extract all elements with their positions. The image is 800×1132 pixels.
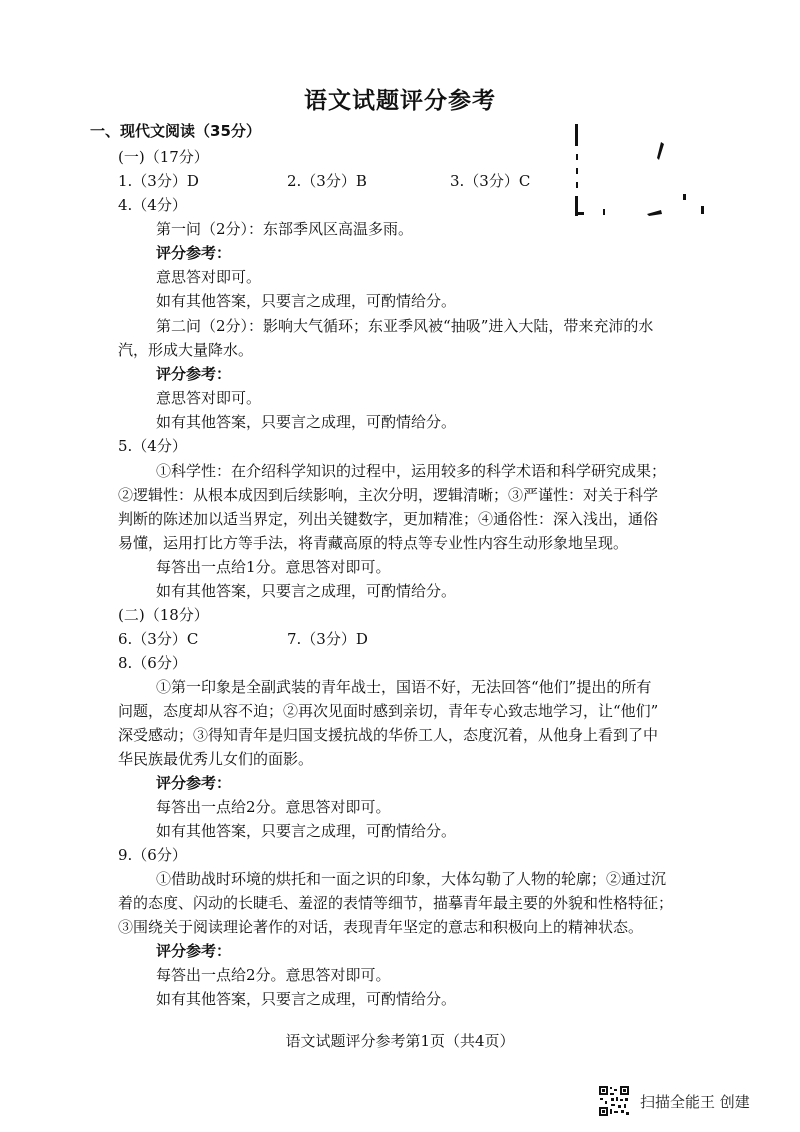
- answer-text: 深受感动；③得知青年是归国支援抗战的华侨工人，态度沉着，从他身上看到了中: [118, 726, 659, 744]
- scoring-label: 评分参考：: [156, 942, 232, 960]
- answer-text: 第二问（2分）：影响大气循环；东亚季风被“抽吸”进入大陆，带来充沛的水: [156, 317, 654, 335]
- answer-text: 汽，形成大量降水。: [118, 341, 254, 359]
- answer-text: ①科学性：在介绍科学知识的过程中，运用较多的科学术语和科学研究成果；: [156, 462, 667, 480]
- scoring-label: 评分参考：: [156, 244, 232, 262]
- scoring-label: 评分参考：: [156, 365, 232, 383]
- answer-q6: 6.（3分）C: [118, 630, 199, 648]
- scan-artifact: [565, 120, 725, 230]
- answer-text: 判断的陈述加以适当界定，列出关键数字，更加精准；④通俗性：深入浅出，通俗: [118, 510, 659, 528]
- question-number: 4.（4分）: [118, 196, 187, 214]
- scoring-note: 每答出一点给2分。意思答对即可。: [156, 798, 391, 816]
- question-number: 5.（4分）: [118, 437, 187, 455]
- answer-text: 华民族最优秀儿女们的面影。: [118, 750, 314, 768]
- answer-text: 问题，态度却从容不迫；②再次见面时感到亲切，青年专心致志地学习，让“他们”: [118, 702, 659, 720]
- answer-q3: 3.（3分）C: [450, 172, 531, 190]
- answer-q2: 2.（3分）B: [287, 172, 367, 190]
- scoring-note: 如有其他答案，只要言之成理，可酌情给分。: [156, 822, 457, 840]
- answer-text: 着的态度、闪动的长睫毛、羞涩的表情等细节，描摹青年最主要的外貌和性格特征；: [118, 894, 674, 912]
- scoring-note: 每答出一点给2分。意思答对即可。: [156, 966, 391, 984]
- answer-text: ②逻辑性：从根本成因到后续影响，主次分明，逻辑清晰；③严谨性：对关于科学: [118, 486, 659, 504]
- page-footer: 语文试题评分参考第1页（共4页）: [285, 1032, 515, 1050]
- question-number: 8.（6分）: [118, 654, 187, 672]
- scoring-note: 如有其他答案，只要言之成理，可酌情给分。: [156, 582, 457, 600]
- scoring-note: 每答出一点给1分。意思答对即可。: [156, 558, 391, 576]
- scoring-label: 评分参考：: [156, 774, 232, 792]
- answer-q7: 7.（3分）D: [287, 630, 368, 648]
- answer-text: ③围绕关于阅读理论著作的对话，表现青年坚定的意志和积极向上的精神状态。: [118, 918, 644, 936]
- part-heading: (一)（17分）: [118, 148, 209, 166]
- answer-text: ①第一印象是全副武装的青年战士，国语不好，无法回答“他们”提出的所有: [156, 678, 652, 696]
- scoring-note: 如有其他答案，只要言之成理，可酌情给分。: [156, 413, 457, 431]
- answer-text: 第一问（2分）：东部季风区高温多雨。: [156, 220, 414, 238]
- answer-text: ①借助战时环境的烘托和一面之识的印象，大体勾勒了人物的轮廓；②通过沉: [156, 870, 667, 888]
- answer-text: 易懂，运用打比方等手法，将青藏高原的特点等专业性内容生动形象地呈现。: [118, 534, 629, 552]
- qr-code-icon: [598, 1085, 630, 1117]
- scoring-note: 意思答对即可。: [156, 389, 262, 407]
- page-title: 语文试题评分参考: [304, 88, 496, 114]
- part-heading: (二)（18分）: [118, 606, 209, 624]
- watermark-text: 扫描全能王 创建: [640, 1093, 750, 1111]
- answer-q1: 1.（3分）D: [118, 172, 199, 190]
- question-number: 9.（6分）: [118, 846, 187, 864]
- scoring-note: 如有其他答案，只要言之成理，可酌情给分。: [156, 292, 457, 310]
- section-heading: 一、现代文阅读（35分）: [90, 122, 261, 140]
- scoring-note: 意思答对即可。: [156, 268, 262, 286]
- scoring-note: 如有其他答案，只要言之成理，可酌情给分。: [156, 990, 457, 1008]
